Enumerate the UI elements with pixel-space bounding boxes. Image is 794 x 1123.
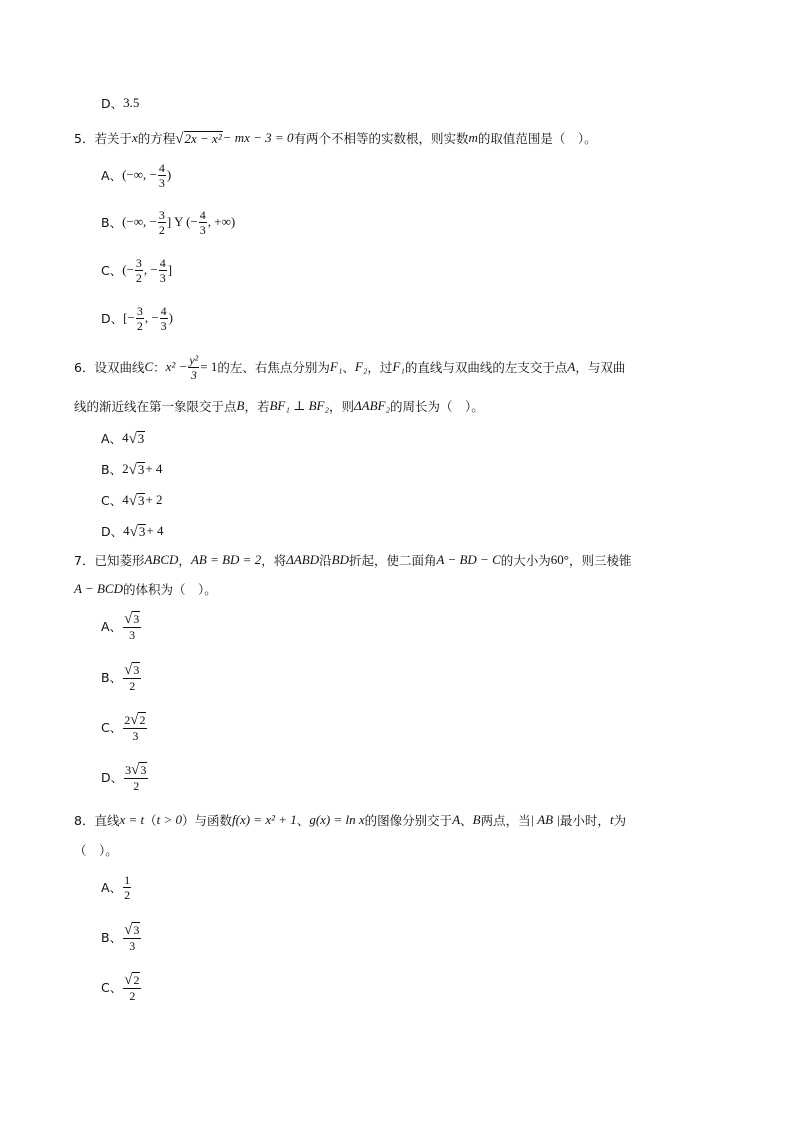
q7-option-d: D、 3 √ 3 2: [101, 762, 147, 793]
q7-option-c: C、 2 √ 2 3: [101, 712, 146, 743]
q6-option-d: D、 4 √ 3 + 4: [101, 523, 164, 540]
q6-option-b: B、 2 √ 3 + 4: [101, 461, 163, 478]
q8-stem-line1: 8． 直线 x = t （ t > 0 ）与函数 f(x) = x² + 1 、 g(x) = ln x 的图像分别交于 A 、 B 两点，当 | AB | 最小时， t 为: [74, 812, 627, 828]
q7-stem-line2: A − BCD 的体积为（ ）。: [74, 581, 217, 597]
q7-option-b: B、 √ 3 2: [101, 662, 140, 693]
q8-stem-line2: （ ）。: [74, 843, 118, 858]
q7-stem-line1: 7． 已知菱形 ABCD ， AB = BD = 2 ，将 ΔABD 沿 BD 折起，使二面角 A − BD − C 的大小为 60° ，则三棱锥: [74, 552, 632, 568]
q6-stem-line1: 6． 设双曲线 C ： x² − $\frac{\text{y²}}{3}$ = 1 的左、右焦点分别为 F₁ 、 F₂ ，过 F₁ 的直线与双曲线的左支交于点 A ，与双曲: [74, 352, 626, 382]
q6-stem-line2: 线的渐近线在第一象限交于点 B ，若 BF₁ ⊥ BF₂ ，则 ΔABF₂ 的周长为（ ）。: [74, 398, 484, 414]
q6-option-c: C、 4 √ 3 + 2: [101, 492, 163, 509]
q4-option-d: D、 3.5: [101, 95, 140, 111]
q8-option-a: A、 $\frac{1}{2}$: [101, 872, 131, 902]
q8-option-b: B、 √ 3 3: [101, 922, 140, 953]
q5-option-b: B、 (−∞, − $\frac{3}{2}$ ] Y (− $\frac{4}{3}$ , +∞): [101, 207, 236, 237]
q5-option-a: A、 (−∞, − $\frac{4}{3}$ ): [101, 160, 172, 190]
q7-option-a: A、 √ 3 3: [101, 611, 140, 642]
q6-option-a: A、 4 √ 3: [101, 430, 145, 447]
q5-stem: 5． 若关于 x 的方程 √ 2x − x² − mx − 3 = 0 有两个不相等的实数根，则实数 m 的取值范围是（ ）。: [74, 130, 597, 147]
q5-option-c: C、 (− $\frac{3}{2}$ , − $\frac{4}{3}$ ]: [101, 255, 173, 285]
q8-option-c: C、 √ 2 2: [101, 972, 140, 1003]
q5-option-d: D、 [− $\frac{3}{2}$ , − $\frac{4}{3}$ ): [101, 303, 173, 333]
q5-sqrt: √ 2x − x²: [175, 130, 222, 147]
